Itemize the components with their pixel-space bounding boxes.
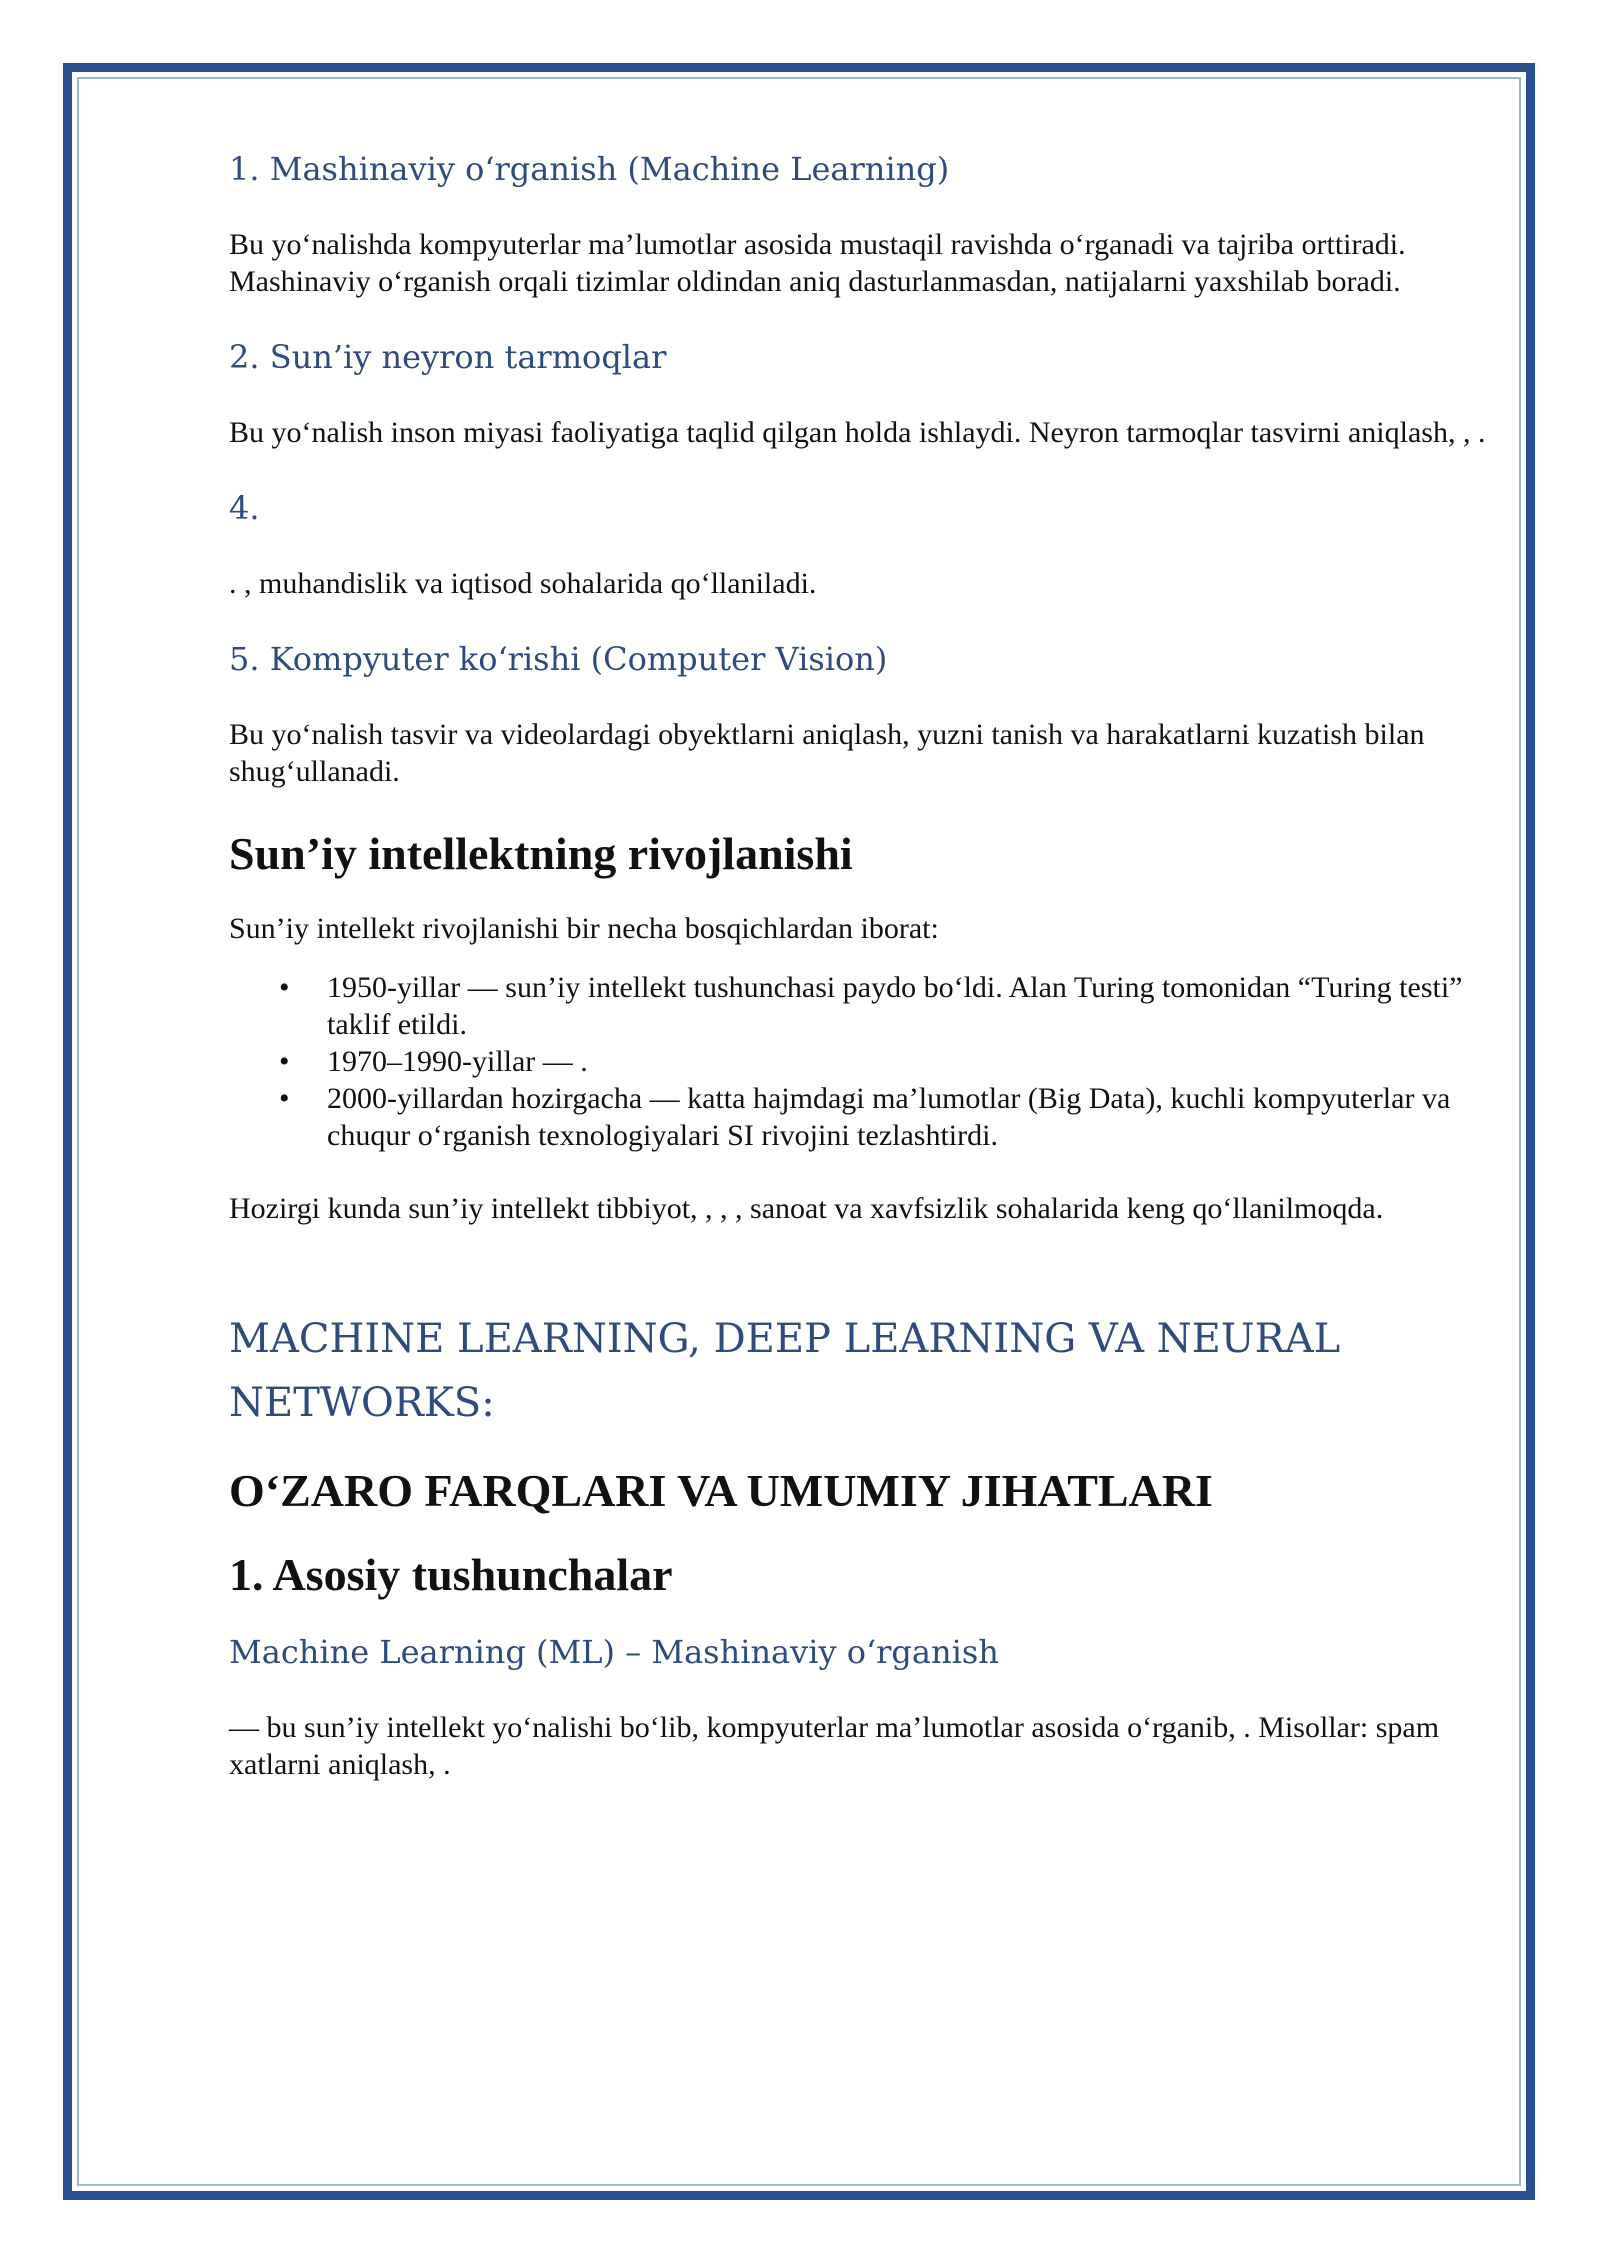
ml-heading: 1. Mashinaviy o‘rganish (Machine Learning) <box>229 150 950 188</box>
development-closing: Hozirgi kunda sun’iy intellekt tibbiyot, , , , sanoat va xavfsizlik sohalarida keng qo‘llanilmoqda. <box>229 1192 1384 1225</box>
comparison-title: MACHINE LEARNING, DEEP LEARNING VA NEURAL NETWORKS: <box>229 1316 1341 1426</box>
basics-heading: 1. Asosiy tushunchalar <box>229 1549 673 1600</box>
ml-definition-heading: Machine Learning (ML) – Mashinaviy o‘rganish <box>229 1633 999 1671</box>
list-item <box>229 969 1489 1043</box>
ml-paragraph: Bu yo‘nalishda kompyuterlar ma’lumotlar asosida mustaqil ravishda o‘rganadi va tajriba orttiradi. Mashinaviy o‘rganish orqali tizimlar oldindan aniq dasturlanmasdan, natijalarni yaxshilab boradi. <box>229 228 1406 298</box>
development-intro: Sun’iy intellekt rivojlanishi bir necha bosqichlardan iborat: <box>229 912 939 945</box>
document-content <box>229 148 1489 1819</box>
bullet-icon: • <box>279 1045 290 1078</box>
comparison-subtitle: O‘ZARO FARQLARI VA UMUMIY JIHATLARI <box>229 1465 1213 1516</box>
list-item-text: 1950-yillar — sun’iy intellekt tushunchasi paydo bo‘ldi. Alan Turing tomonidan “Turing testi” taklif etildi. <box>327 971 1463 1041</box>
list-item-text: 1970–1990-yillar — . <box>327 1045 588 1078</box>
development-list <box>229 969 1489 1154</box>
bullet-icon: • <box>279 971 290 1004</box>
section-4-paragraph: . , muhandislik va iqtisod sohalarida qo‘llaniladi. <box>229 567 817 600</box>
section-4-heading: 4. <box>229 489 260 527</box>
list-item-text: 2000-yillardan hozirgacha — katta hajmdagi ma’lumotlar (Big Data), kuchli kompyuterlar va chuqur o‘rganish texnologiyalari SI rivojini tezlashtirdi. <box>327 1082 1451 1152</box>
bullet-icon: • <box>279 1082 290 1115</box>
cv-paragraph: Bu yo‘nalish tasvir va videolardagi obyektlarni aniqlash, yuzni tanish va harakatlarni kuzatish bilan shug‘ullanadi. <box>229 718 1425 788</box>
cv-heading: 5. Kompyuter ko‘rishi (Computer Vision) <box>229 640 888 678</box>
development-heading: Sun’iy intellektning rivojlanishi <box>229 828 853 879</box>
list-item <box>229 1080 1489 1154</box>
ml-definition-paragraph: — bu sun’iy intellekt yo‘nalishi bo‘lib, kompyuterlar ma’lumotlar asosida o‘rganib, . Misollar: spam xatlarni aniqlash, . <box>229 1711 1440 1781</box>
nn-heading: 2. Sun’iy neyron tarmoqlar <box>229 338 667 376</box>
list-item <box>229 1043 1489 1080</box>
nn-paragraph: Bu yo‘nalish inson miyasi faoliyatiga taqlid qilgan holda ishlaydi. Neyron tarmoqlar tasvirni aniqlash, , . <box>229 416 1486 449</box>
